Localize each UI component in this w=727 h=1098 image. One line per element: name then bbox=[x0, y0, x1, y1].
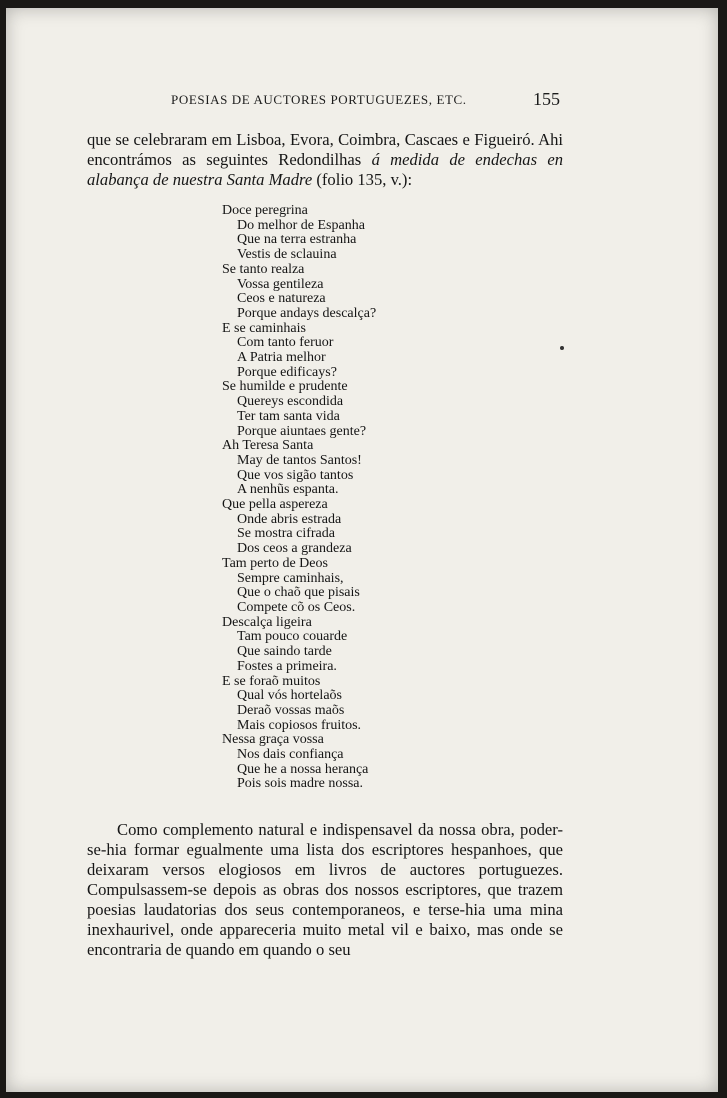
running-title: POESIAS DE AUCTORES PORTUGUEZES, ETC. bbox=[171, 92, 467, 107]
poem-line: Ceos e natureza bbox=[237, 291, 326, 307]
poem-line: Tam perto de Deos bbox=[222, 555, 328, 571]
poem-line: Ah Teresa Santa bbox=[222, 438, 314, 454]
poem-line: Porque andays descalça? bbox=[237, 305, 377, 321]
poem-line: Vestis de sclauina bbox=[237, 247, 337, 263]
poem-line: Se humilde e prudente bbox=[222, 379, 348, 395]
poem-line: Se tanto realza bbox=[222, 261, 305, 277]
poem-line: Vossa gentileza bbox=[237, 276, 324, 292]
intro-text: que se celebraram em Lisboa, Evora, Coimbra, Cascaes e Figueiró. Ahi encontrámos as seguintes Redondilhas bbox=[87, 130, 563, 169]
poem-line: Que he a nossa herança bbox=[237, 761, 369, 777]
poem-line: Qual vós hortelaõs bbox=[237, 688, 342, 704]
poem-line: Com tanto feruor bbox=[237, 335, 334, 351]
poem-line: Dos ceos a grandeza bbox=[237, 541, 352, 557]
poem-line: Que vos sigão tantos bbox=[237, 467, 354, 483]
poem-line: Que na terra estranha bbox=[237, 232, 357, 248]
poem-line: Que saindo tarde bbox=[237, 644, 332, 660]
poem-line: Deraõ vossas maõs bbox=[237, 702, 345, 718]
poem-line: Que pella aspereza bbox=[222, 497, 328, 513]
poem-line: Porque edificays? bbox=[237, 364, 337, 380]
poem-line: Se mostra cifrada bbox=[237, 526, 335, 542]
poem-line: Do melhor de Espanha bbox=[237, 217, 365, 233]
poem-line: May de tantos Santos! bbox=[237, 452, 362, 468]
poem-line: E se foraõ muitos bbox=[222, 673, 321, 689]
page-number: 155 bbox=[533, 89, 560, 109]
poem-line: Sempre caminhais, bbox=[237, 570, 344, 586]
poem-line: A nenhũs espanta. bbox=[237, 482, 339, 498]
poem-line: Mais copiosos fruitos. bbox=[237, 717, 362, 733]
ink-speck bbox=[560, 346, 564, 350]
poem-line: Quereys escondida bbox=[237, 394, 344, 410]
poem-line: E se caminhais bbox=[222, 320, 306, 336]
poem-line: Tam pouco couarde bbox=[237, 629, 348, 645]
poem-line: Ter tam santa vida bbox=[237, 408, 340, 424]
poem-line: Descalça ligeira bbox=[222, 614, 312, 630]
poem-line: Doce peregrina bbox=[222, 203, 308, 218]
intro-paragraph bbox=[87, 130, 563, 190]
poem-line: Porque aiuntaes gente? bbox=[237, 423, 367, 439]
poem-line: Fostes a primeira. bbox=[237, 658, 337, 674]
intro-citation: (folio 135, v.): bbox=[312, 170, 413, 189]
poem-line: Que o chaõ que pisais bbox=[237, 585, 360, 601]
poem-line: Pois sois madre nossa. bbox=[237, 776, 363, 792]
poem-redondilhas bbox=[222, 204, 376, 792]
poem-line: A Patria melhor bbox=[237, 350, 326, 366]
poem-line: Nessa graça vossa bbox=[222, 732, 324, 748]
poem-line: Compete cõ os Ceos. bbox=[237, 599, 356, 615]
closing-paragraph: Como complemento natural e indispensavel da nossa obra, poder-se-hia formar egualmente uma lista dos escriptores hespanhoes, que deixaram versos elogiosos em livros de auctores portuguezes. Compulsassem-se depois as obras dos nossos escriptores, que trazem poesias laudatorias dos seus contemporaneos, e terse-hia uma mina inexhaurivel, onde appareceria muito metal vil e baixo, mas onde se encontraria de quando em quando o seu bbox=[87, 820, 563, 959]
poem-line: Nos dais confiança bbox=[237, 747, 344, 763]
page-header bbox=[0, 89, 727, 112]
poem-title-italic: á medida de endechas en alabança de nuestra Santa Madre bbox=[87, 150, 563, 189]
poem-line: Onde abris estrada bbox=[237, 511, 342, 527]
